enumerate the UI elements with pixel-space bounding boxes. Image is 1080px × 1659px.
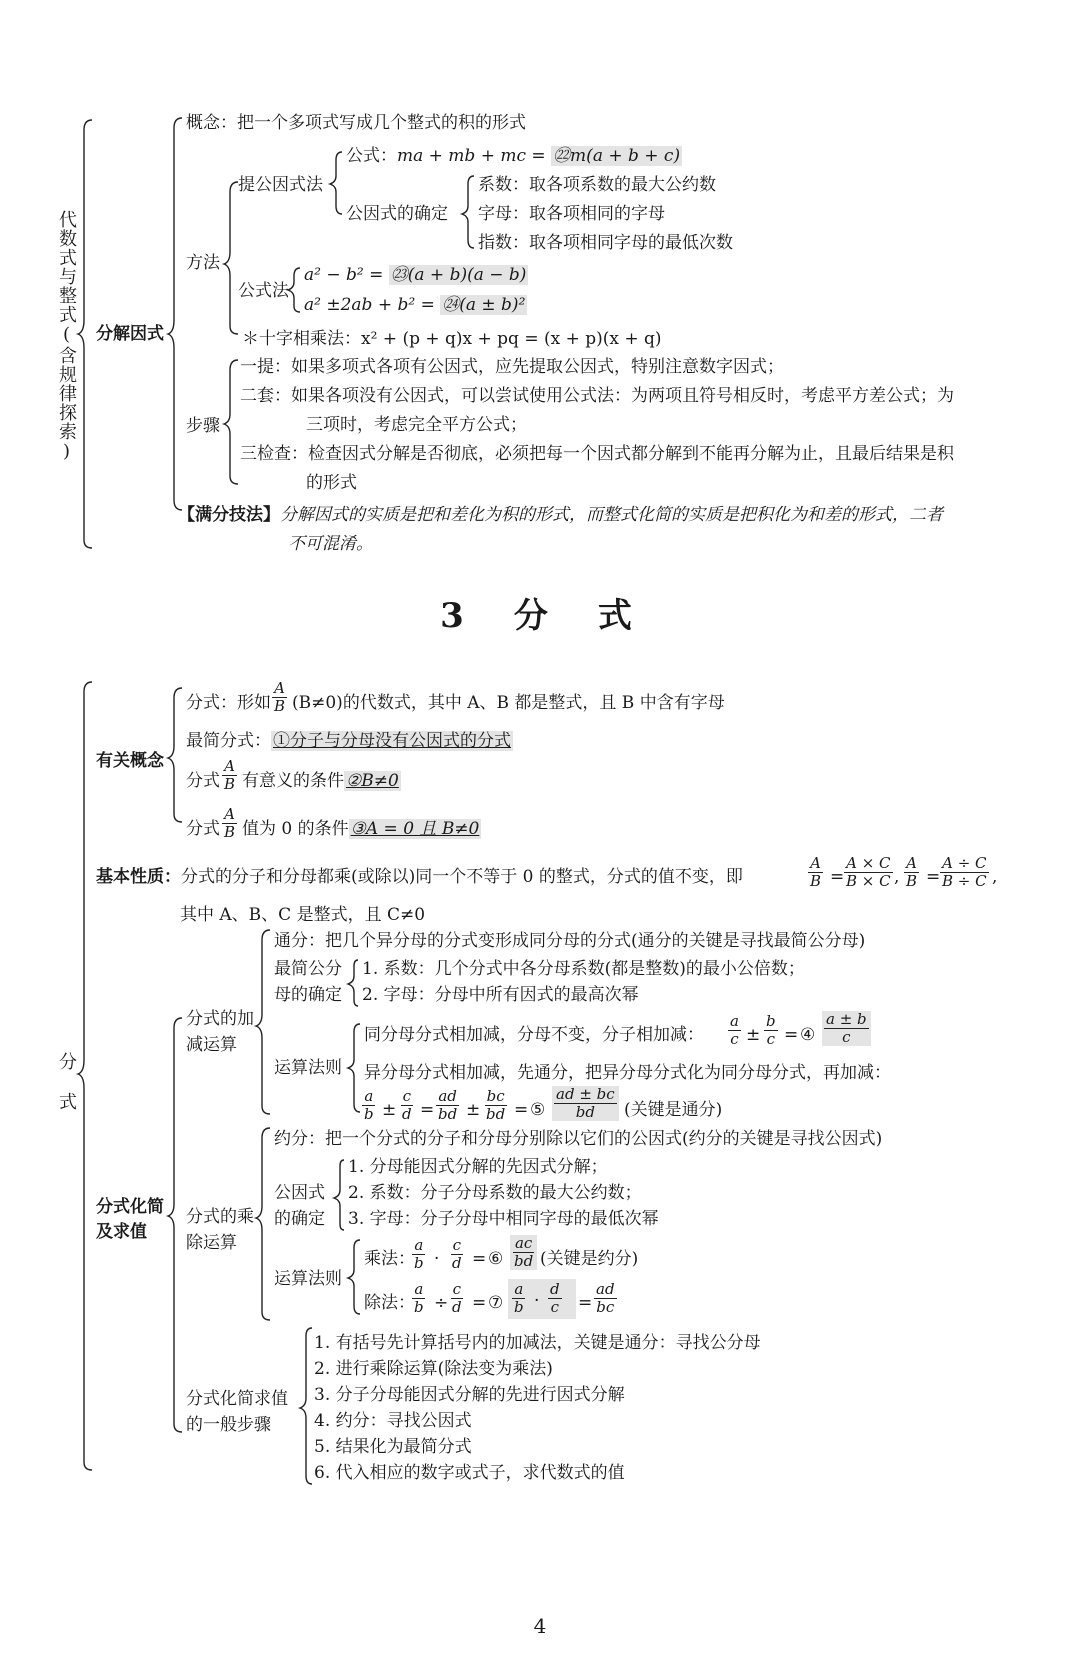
fraction-ad-bd: $\frac{ad}{bd}$ — [438, 1087, 458, 1123]
eq-6: = — [472, 1249, 487, 1269]
general-step-6: 6. 代入相应的数字或式子，求代数式的值 — [314, 1463, 625, 1483]
concept-1-post: (B≠0)的代数式，其中 A、B 都是整式，且 B 中含有字母 — [292, 693, 725, 713]
add-label-2: 减运算 — [186, 1035, 237, 1055]
eq-7: = — [472, 1293, 487, 1313]
answer-23: ㉓(a + b)(a − b) — [390, 265, 527, 285]
answer-3: ③A = 0 且 B≠0 — [350, 819, 480, 839]
rule-label-add: 运算法则 — [274, 1058, 342, 1078]
fraction-a-c: $\frac{a}{c}$ — [730, 1012, 739, 1048]
div-pre: 除法： — [364, 1293, 415, 1313]
eq-8: = — [578, 1293, 593, 1313]
comma-2: , — [992, 867, 998, 887]
answer-7-circle: ⑦ — [488, 1293, 504, 1313]
answer-7 — [508, 1279, 576, 1319]
answer-1: ①分子与分母没有公因式的分式 — [273, 731, 511, 751]
general-step-4: 4. 约分：寻找公因式 — [314, 1411, 472, 1431]
answer-6: $\frac{ac}{bd}$ — [510, 1235, 537, 1270]
same-denominator-text: 同分母分式相加减，分母不变，分子相加减： — [364, 1025, 704, 1045]
cross-multiplication: ＊十字相乘法：x² + (p + q)x + pq = (x + p)(x + q) — [242, 329, 662, 349]
fraction-c-d-div: $\frac{c}{d}$ — [452, 1280, 462, 1316]
concept-3-pre: 分式 — [186, 771, 220, 791]
zjgf-label-2: 母的确定 — [274, 985, 342, 1005]
general-step-5: 5. 结果化为最简分式 — [314, 1437, 472, 1457]
method-label: 方法 — [186, 253, 220, 273]
answer-5: $\frac{ad \pm bc}{bd}$ — [552, 1086, 619, 1121]
gy-1: 1. 分母能因式分解的先因式分解； — [348, 1157, 608, 1177]
fraction-bc-bd: $\frac{bc}{bd}$ — [486, 1087, 506, 1123]
gongyin-label: 公因式的确定 — [346, 204, 448, 224]
formula-expr: ma + mb + mc = — [397, 146, 552, 166]
concept-1-pre: 分式：形如 — [186, 693, 271, 713]
fraction-c-d-mul: $\frac{c}{d}$ — [452, 1236, 462, 1272]
general-step-3: 3. 分子分母能因式分解的先进行因式分解 — [314, 1385, 625, 1405]
add-label-1: 分式的加 — [186, 1009, 254, 1029]
dot-1: · — [434, 1249, 440, 1269]
answer-2: ②B≠0 — [346, 771, 399, 791]
formula-row — [346, 145, 682, 167]
zimu-text: 字母：取各项相同的字母 — [478, 204, 665, 224]
fraction-a-b-div: $\frac{a}{b}$ — [414, 1280, 424, 1316]
eq-3: = — [784, 1025, 799, 1045]
answer-7-dot: · — [534, 1291, 540, 1311]
step-label: 步骤 — [186, 416, 220, 436]
simplify-label-2: 及求值 — [96, 1222, 147, 1242]
comma-1: , — [894, 867, 900, 887]
yuefen-text: 约分：把一个分式的分子和分母分别除以它们的公因式(约分的关键是寻找公因式) — [274, 1129, 883, 1149]
step-2b: 三项时，考虑完全平方公式； — [306, 415, 527, 435]
plusminus-2: ± — [382, 1100, 397, 1120]
fraction-ad-bc: $\frac{ad}{bc}$ — [596, 1280, 615, 1316]
page-number: 4 — [533, 1614, 547, 1638]
step-2a: 二套：如果各项没有公因式，可以尝试使用公式法：为两项且符号相反时，考虑平方差公式；为 — [240, 386, 954, 406]
tip-text: 分解因式的实质是把和差化为积的形式，而整式化简的实质是把积化为和差的形式，二者 — [280, 505, 943, 525]
formula-perfect-square: a² ±2ab + b² = ㉔(a ± b)² — [304, 295, 526, 315]
formula-diff-squares: a² − b² = ㉓(a + b)(a − b) — [304, 265, 527, 285]
fraction-a-over-b-3: $\frac{A}{B}$ — [224, 805, 236, 841]
step-3a: 三检查：检查因式分解是否彻底，必须把每一个因式都分解到不能再分解为止，且最后结果是积 — [240, 444, 954, 464]
plusminus-3: ± — [466, 1100, 481, 1120]
mul-label-1: 分式的乘 — [186, 1207, 254, 1227]
answer-22: ㉒m(a + b + c) — [553, 146, 681, 166]
step-1: 一提：如果多项式各项有公因式，应先提取公因式，特别注意数字因式； — [240, 357, 784, 377]
eq-2: = — [926, 867, 941, 887]
fraction-a-over-b-1: $\frac{A}{B}$ — [274, 679, 286, 715]
xishu-text: 系数：取各项系数的最大公约数 — [478, 175, 716, 195]
answer-7-fraction-a-b: $\frac{a}{b}$ — [514, 1280, 524, 1316]
side-label-algebra: 代数式与整式(含规律探索) — [56, 210, 77, 463]
property-text: 分式的分子和分母都乘(或除以)同一个不等于 0 的整式，分式的值不变，即 — [181, 867, 743, 887]
branch-factorization: 分解因式 — [96, 324, 164, 344]
fraction-prop-3: $\frac{A}{B}$ — [906, 854, 918, 890]
step-3b: 的形式 — [306, 473, 357, 493]
fraction-c-d: $\frac{c}{d}$ — [402, 1087, 412, 1123]
formula-label: 公式： — [346, 146, 397, 166]
concept-label: 有关概念 — [96, 751, 164, 771]
divide-sign: ÷ — [434, 1293, 449, 1313]
diff-note: (关键是通分) — [624, 1100, 723, 1120]
concept-3-post: 有意义的条件 ②B≠0 — [242, 771, 399, 791]
fraction-prop-1: $\frac{A}{B}$ — [810, 854, 822, 890]
gy-2: 2. 系数：分子分母系数的最大公约数； — [348, 1183, 642, 1203]
eq-5: = — [514, 1100, 529, 1120]
eq-1: = — [830, 867, 845, 887]
property-row — [96, 866, 743, 888]
plusminus-1: ± — [746, 1025, 761, 1045]
rule-label-mul: 运算法则 — [274, 1269, 342, 1289]
tongfen-text: 通分：把几个异分母的分式变形成同分母的分式(通分的关键是寻找最简公分母) — [274, 931, 866, 951]
concept-text: 概念：把一个多项式写成几个整式的积的形式 — [186, 113, 526, 133]
side-label-fraction: 分式 — [56, 1052, 77, 1132]
zjgf-label-1: 最简公分 — [274, 959, 342, 979]
gy-label-1: 公因式 — [274, 1183, 325, 1203]
section-title: 3 分 式 — [440, 596, 640, 636]
fraction-b-c: $\frac{b}{c}$ — [766, 1012, 776, 1048]
concept-4-pre: 分式 — [186, 819, 220, 839]
concept-4-post: 值为 0 的条件 ③A = 0 且 B≠0 — [242, 819, 480, 839]
property-text-2: 其中 A、B、C 是整式，且 C≠0 — [180, 905, 426, 925]
mul-pre: 乘法： — [364, 1249, 415, 1269]
steps-label-2: 的一般步骤 — [186, 1415, 271, 1435]
fraction-prop-4: $\frac{A \div C}{B \div C}$ — [942, 854, 987, 890]
gongshifa-label: 公式法 — [238, 281, 289, 301]
answer-24: ㉔(a ± b)² — [442, 295, 526, 315]
concept-2: 最简分式： ①分子与分母没有公因式的分式 — [186, 731, 511, 751]
answer-7-fraction-d-c: $\frac{d}{c}$ — [550, 1280, 560, 1316]
answer-4-circle: ④ — [800, 1025, 816, 1045]
mul-label-2: 除运算 — [186, 1233, 237, 1253]
eq-4: = — [420, 1100, 435, 1120]
answer-6-circle: ⑥ — [488, 1249, 504, 1269]
zjgf-1: 1. 系数：几个分式中各分母系数(都是整数)的最小公倍数； — [362, 959, 805, 979]
zhishu-text: 指数：取各项相同字母的最低次数 — [478, 233, 733, 253]
steps-label-1: 分式化简求值 — [186, 1389, 288, 1409]
gy-3: 3. 字母：分子分母中相同字母的最低次幂 — [348, 1209, 659, 1229]
tip-label: 【满分技法】 — [178, 505, 280, 525]
tip-text-2: 不可混淆。 — [288, 534, 373, 554]
diff-denominator-text: 异分母分式相加减，先通分，把异分母分式化为同分母分式，再加减： — [364, 1063, 891, 1083]
answer-5-circle: ⑤ — [530, 1100, 546, 1120]
gy-label-2: 的确定 — [274, 1209, 325, 1229]
zjgf-2: 2. 字母：分母中所有因式的最高次幂 — [362, 985, 639, 1005]
tigong-label: 提公因式法 — [238, 175, 323, 195]
fraction-a-over-b-2: $\frac{A}{B}$ — [224, 757, 236, 793]
answer-4: $\frac{a \pm b}{c}$ — [822, 1011, 871, 1046]
general-step-2: 2. 进行乘除运算(除法变为乘法) — [314, 1359, 553, 1379]
property-label: 基本性质： — [96, 867, 181, 887]
fraction-a-b: $\frac{a}{b}$ — [364, 1087, 374, 1123]
general-step-1: 1. 有括号先计算括号内的加减法，关键是通分：寻找公分母 — [314, 1333, 761, 1353]
fraction-prop-2: $\frac{A \times C}{B \times C}$ — [846, 854, 891, 890]
tip-row — [178, 504, 943, 526]
fraction-a-b-mul: $\frac{a}{b}$ — [414, 1236, 424, 1272]
mul-note: (关键是约分) — [540, 1249, 639, 1269]
simplify-label-1: 分式化简 — [96, 1197, 164, 1217]
